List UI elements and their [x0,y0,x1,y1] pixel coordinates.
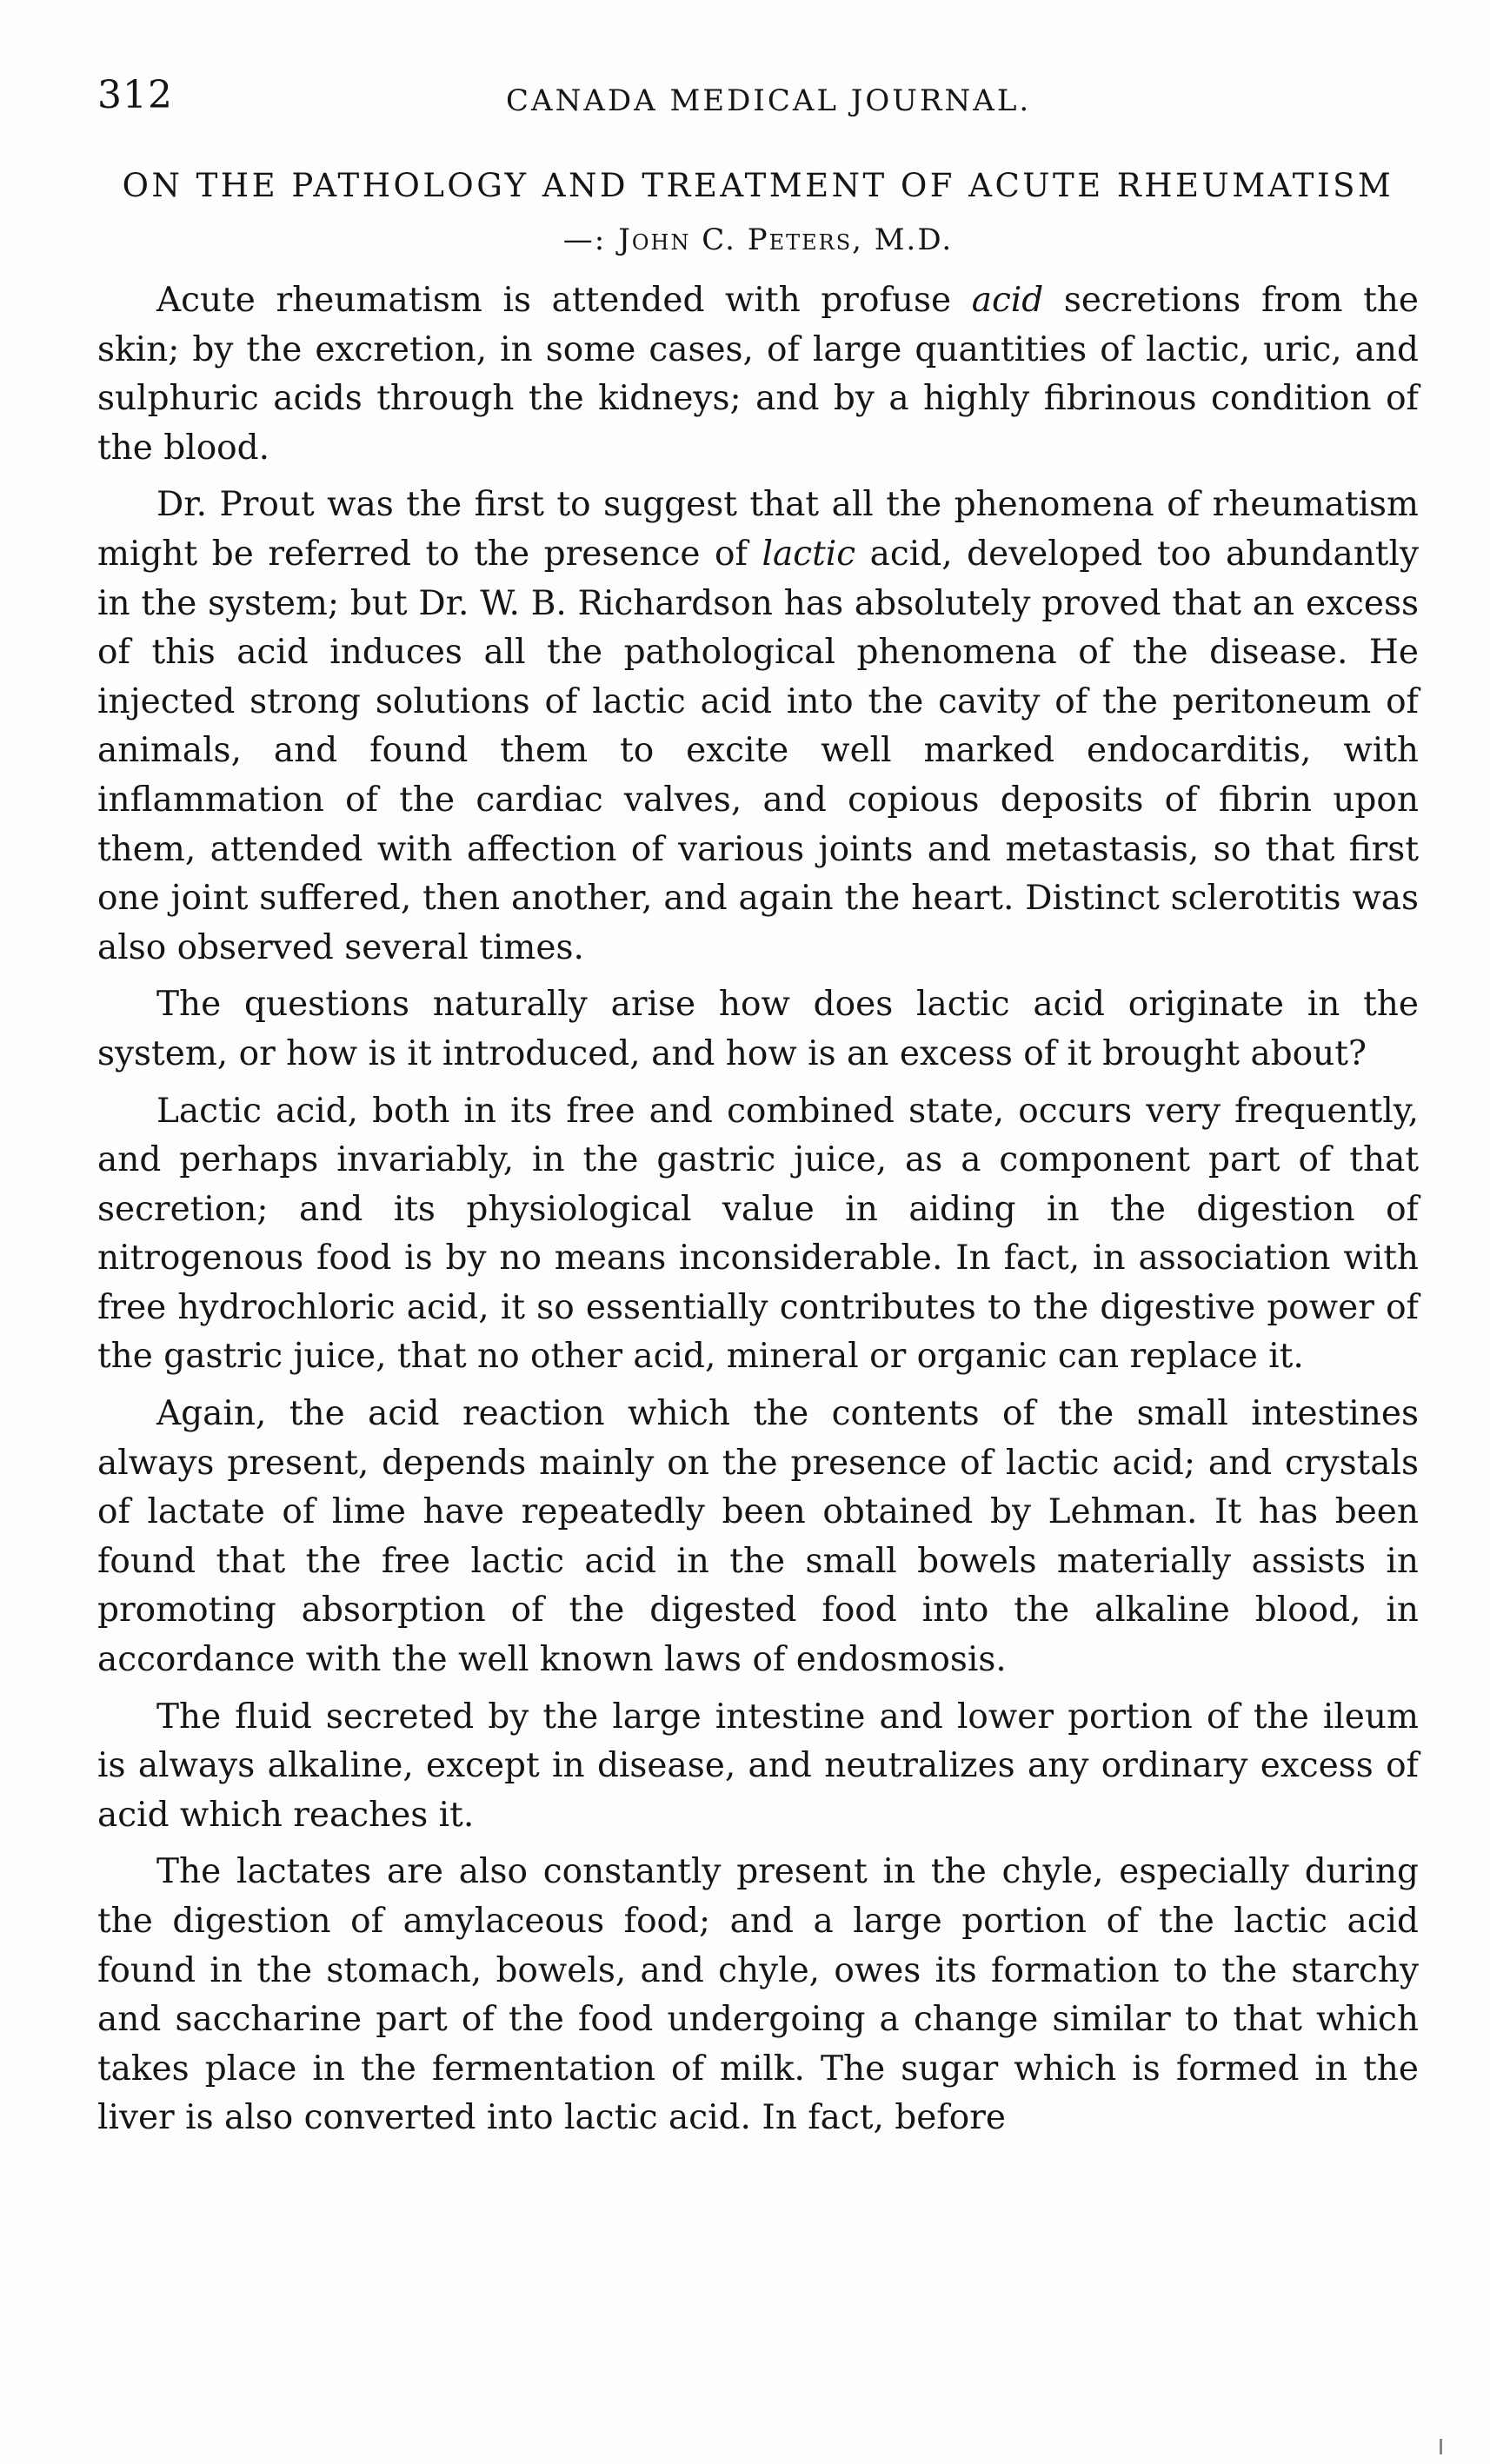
page-number: 312 [97,73,173,117]
article-title: ON THE PATHOLOGY AND TREATMENT OF ACUTE RHEUMATISM [122,167,1394,204]
body-paragraph [97,481,1419,973]
paragraph-text: secretions from the skin; by the excretion, in some cases, of large quantities of lactic, uric, and sulphuric acids through the kidneys; and by a highly fibrinous condition of the blood. [97,281,1419,468]
body-paragraph [97,980,1419,1079]
body-paragraph [97,1693,1419,1841]
italic-text: lactic [762,534,856,574]
body-paragraph [97,1087,1419,1383]
body-paragraph [97,1390,1419,1685]
paragraph-text: acid, developed too abundantly in the system; but Dr. W. B. Richardson has absolutely proved that an excess of this acid induces all the pathological phenomena of the disease. He injected strong solutions of lactic acid into the cavity of the peritoneum of animals, and found them to excite well marked endocarditis, with inflammation of the cardiac valves, and copious deposits of fibrin upon them, attended with affection of various joints and metastasis, so that first one joint suffered, then another, and again the heart. Distinct sclerotitis was also observed several times. [97,534,1419,967]
paragraph-text: Again, the acid reaction which the contents of the small intestines always present, depends mainly on the presence of lactic acid; and crystals of lactate of lime have repeatedly been obtained by Lehman. It has been found that the free lactic acid in the small bowels materially assists in promoting absorption of the digested food into the alkaline blood, in accordance with the well known laws of endosmosis. [97,1394,1419,1680]
paragraph-text: The fluid secreted by the large intestine and lower portion of the ileum is always alkaline, except in disease, and neutralizes any ordinary excess of acid which reaches it. [97,1697,1419,1835]
paragraph-text: Lactic acid, both in its free and combined state, occurs very frequently, and perhaps invariably, in the gastric juice, as a component part of that secretion; and its physiological value in aiding in the digestion of nitrogenous food is by no means inconsiderable. In fact, in association with free hydrochloric acid, it so essentially contributes to the digestive power of the gastric juice, that no other acid, mineral or organic can replace it. [97,1091,1419,1377]
body-paragraph [97,1848,1419,2143]
paragraph-text: The lactates are also constantly present in the chyle, especially during the digestion of amylaceous food; and a large portion of the lactic acid found in the stomach, bowels, and chyle, owes its formation to the starchy and saccharine part of the food undergoing a change similar to that which takes place in the fermentation of milk. The sugar which is formed in the liver is also converted into lactic acid. In fact, before [97,1852,1419,2138]
byline [97,222,1419,257]
article-body [97,276,1419,2151]
running-head [97,73,1419,125]
body-paragraph [97,276,1419,473]
margin-mark [1440,2439,1442,2454]
byline-prefix: —: [562,222,607,257]
author-name: John C. Peters, M.D. [618,222,954,257]
paragraph-text: Acute rheumatism is attended with profuse [156,281,972,320]
italic-text: acid [971,281,1044,320]
paragraph-text: Dr. Prout was the first to suggest that all the phenomena of rheumatism might be referred to the presence of [97,485,1419,574]
paragraph-text: The questions naturally arise how does lactic acid originate in the system, or how is it introduced, and how is an excess of it brought about? [97,985,1419,1073]
journal-title: CANADA MEDICAL JOURNAL. [506,83,1032,118]
